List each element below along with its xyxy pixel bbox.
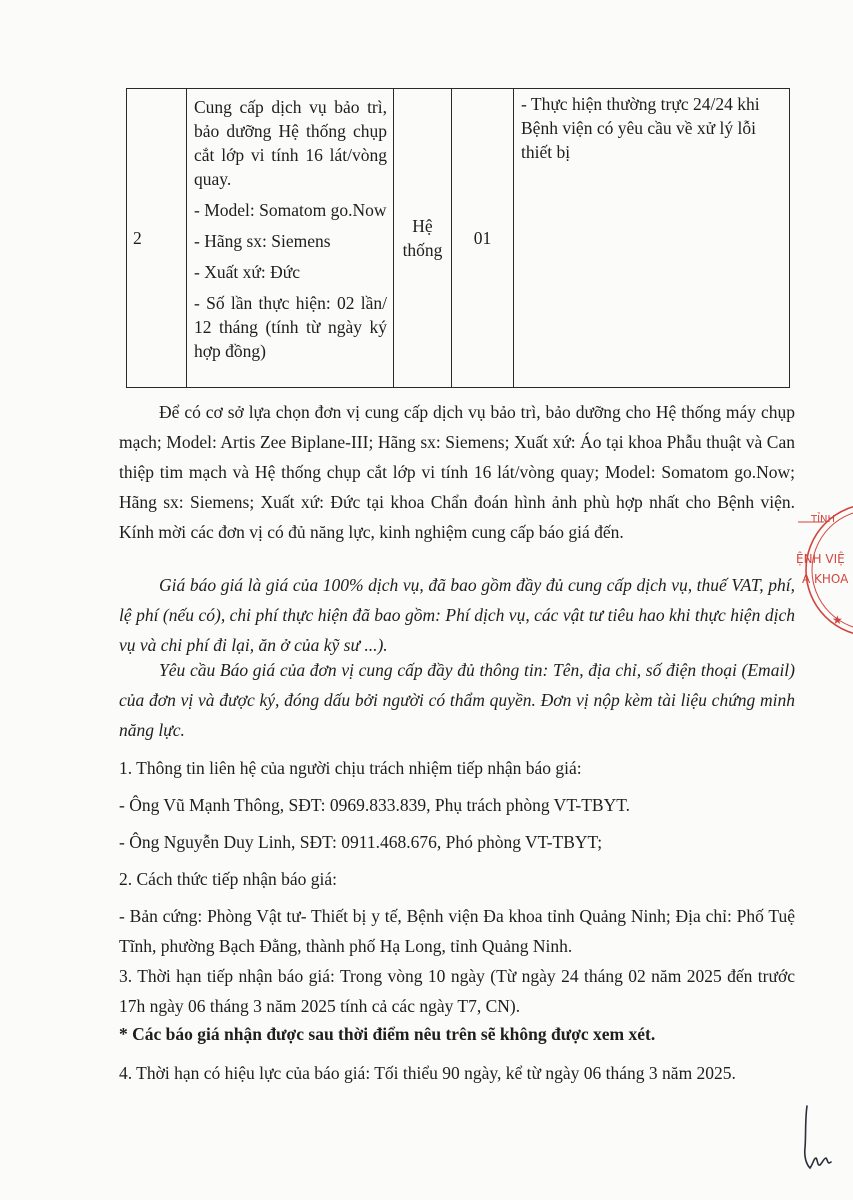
description-cell: [187, 89, 394, 388]
description-line: - Số lần thực hiện: 02 lần/ 12 tháng (tính từ ngày ký hợp đồng): [194, 293, 387, 361]
intro-paragraph: Để có cơ sở lựa chọn đơn vị cung cấp dịch vụ bảo trì, bảo dưỡng cho Hệ thống máy chụp mạch; Model: Artis Zee Biplane-III; Hãng sx: Siemens; Xuất xứ: Áo tại khoa Phẫu thuật và Can thiệp tim mạch và Hệ thống chụp cắt lớp vi tính 16 lát/vòng quay; Model: Somatom go.Now; Hãng sx: Siemens; Xuất xứ: Đức tại khoa Chẩn đoán hình ảnh phù hợp nhất cho Bệnh viện. Kính mời các đơn vị có đủ năng lực, kinh nghiệm cung cấp báo giá đến.: [119, 402, 795, 542]
description-line: - Xuất xứ: Đức: [194, 262, 300, 282]
section-3: 3. Thời hạn tiếp nhận báo giá: Trong vòng 10 ngày (Từ ngày 24 tháng 02 năm 2025 đến trước 17h ngày 06 tháng 3 năm 2025 tính cả các ngày T7, CN).: [119, 966, 795, 1016]
table-row: [127, 89, 790, 388]
section-2-detail: - Bản cứng: Phòng Vật tư- Thiết bị y tế, Bệnh viện Đa khoa tỉnh Quảng Ninh; Địa chỉ: Phố Tuệ Tĩnh, phường Bạch Đằng, thành phố Hạ Long, tỉnh Quảng Ninh.: [119, 906, 795, 956]
description-line: - Model: Somatom go.Now: [194, 200, 387, 220]
section-1-title: 1. Thông tin liên hệ của người chịu trách nhiệm tiếp nhận báo giá:: [119, 758, 582, 778]
stamp-text: TỈNH: [811, 514, 836, 525]
row-number-cell: [127, 89, 187, 388]
signature-mark: [797, 1102, 837, 1174]
quantity-value: 01: [473, 228, 492, 248]
requirement-paragraph: Yêu cầu Báo giá của đơn vị cung cấp đầy đủ thông tin: Tên, địa chỉ, số điện thoại (Email) của đơn vị và được ký, đóng dấu bởi người có thẩm quyền. Đơn vị nộp kèm tài liệu chứng minh năng lực.: [119, 660, 795, 740]
description-line: Cung cấp dịch vụ bảo trì, bảo dưỡng Hệ thống chụp cắt lớp vi tính 16 lát/vòng quay.: [194, 97, 387, 189]
contact-2: - Ông Nguyễn Duy Linh, SĐT: 0911.468.676, Phó phòng VT-TBYT;: [119, 832, 603, 852]
service-table: [126, 88, 790, 388]
svg-text:★: ★: [832, 613, 843, 627]
price-note-paragraph: Giá báo giá là giá của 100% dịch vụ, đã bao gồm đầy đủ cung cấp dịch vụ, thuế VAT, phí, lệ phí (nếu có), chi phí thực hiện đã bao gồm: Phí dịch vụ, các vật tư tiêu hao khi thực hiện dịch vụ và chi phí đi lại, ăn ở của kỹ sư ...).: [119, 575, 795, 655]
section-4: 4. Thời hạn có hiệu lực của báo giá: Tối thiểu 90 ngày, kể từ ngày 06 tháng 3 năm 2025.: [119, 1063, 736, 1083]
stamp-text: ỆNH VIỆ: [796, 552, 845, 566]
contact-1: - Ông Vũ Mạnh Thông, SĐT: 0969.833.839, Phụ trách phòng VT-TBYT.: [119, 795, 630, 815]
note-text: - Thực hiện thường trực 24/24 khi Bệnh viện có yêu cầu về xử lý lỗi thiết bị: [521, 94, 760, 162]
quantity-cell: [452, 89, 514, 388]
warning-note: * Các báo giá nhận được sau thời điểm nêu trên sẽ không được xem xét.: [119, 1024, 656, 1044]
row-number: 2: [133, 228, 142, 248]
description-line: - Hãng sx: Siemens: [194, 231, 331, 251]
unit-value: Hệ thống: [402, 216, 443, 260]
unit-cell: [394, 89, 452, 388]
section-2-title: 2. Cách thức tiếp nhận báo giá:: [119, 869, 337, 889]
stamp-text: A KHOA: [802, 572, 849, 586]
official-stamp: [784, 500, 853, 640]
note-cell: [514, 89, 790, 388]
